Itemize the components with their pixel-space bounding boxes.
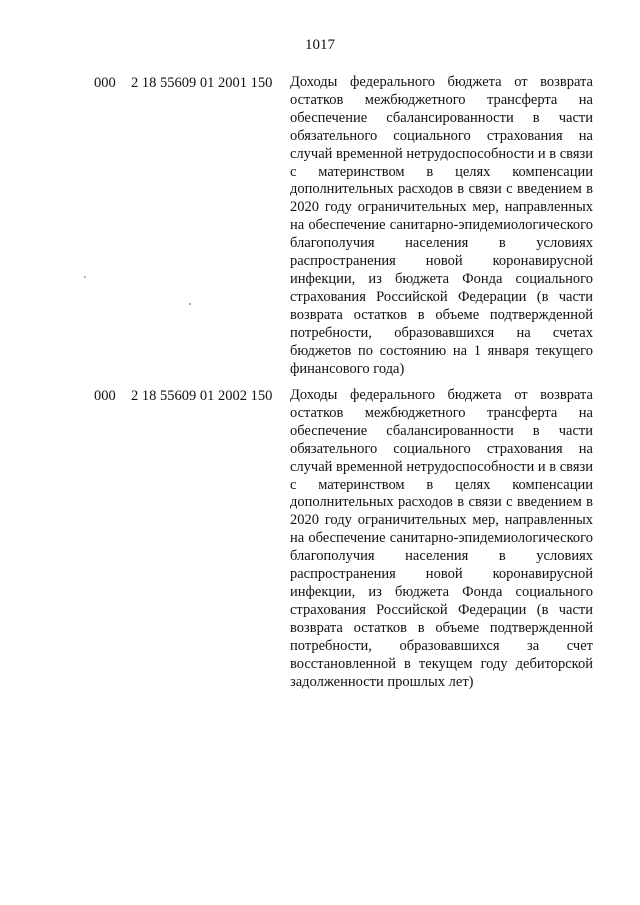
scan-speck (189, 303, 191, 305)
entry-description: Доходы федерального бюджета от возврата остатков межбюджетного трансферта на обеспечение сбалансированности в части обязательного социального страхования на случай временной нетрудоспособности и в связи с материнством в целях компенсации дополнительных расходов в связи с введением в 2020 году ограничительных мер, направленных на обеспечение санитарно-эпидемиологического благополучия населения в условиях распространения новой коронавирусной инфекции, из бюджета Фонда социального страхования Российской Федерации (в части возврата остатков в объеме подтвержденной потребности, образовавшихся на счетах бюджетов по состоянию на 1 января текущего финансового года) (290, 74, 593, 377)
kbk-code: 2 18 55609 01 2002 150 (131, 388, 273, 404)
kbk-code: 2 18 55609 01 2001 150 (131, 75, 273, 91)
admin-code: 000 (94, 388, 116, 404)
admin-code: 000 (94, 75, 116, 91)
scan-speck (84, 276, 86, 278)
entry-description: Доходы федерального бюджета от возврата остатков межбюджетного трансферта на обеспечение сбалансированности в части обязательного социального страхования на случай временной нетрудоспособности и в связи с материнством в целях компенсации дополнительных расходов в связи с введением в 2020 году ограничительных мер, направленных на обеспечение санитарно-эпидемиологического благополучия населения в условиях распространения новой коронавирусной инфекции, из бюджета Фонда социального страхования Российской Федерации (в части возврата остатков в объеме подтвержденной потребности, образовавшихся за счет восстановленной в текущем году дебиторской задолженности прошлых лет) (290, 387, 593, 690)
page-number: 1017 (305, 37, 335, 53)
